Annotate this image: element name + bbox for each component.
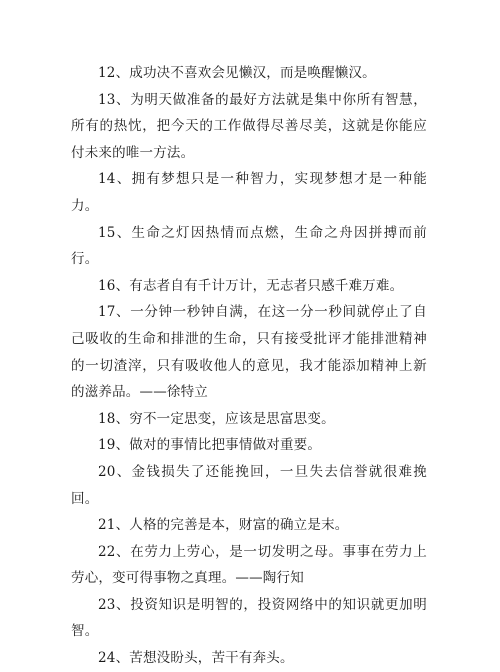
quote-19: 19、做对的事情比把事情做对重要。 [98, 437, 322, 454]
quote-24: 24、苦想没盼头，苦干有奔头。 [98, 650, 294, 667]
quote-20: 20、金钱损失了还能挽回，一旦失去信誉就很难挽回。 [71, 463, 427, 507]
quote-16: 16、有志者自有千计万计，无志者只感千难万难。 [98, 277, 404, 294]
quote-15: 15、生命之灯因热情而点燃，生命之舟因拼搏而前行。 [71, 224, 427, 268]
quote-21: 21、人格的完善是本，财富的确立是末。 [98, 517, 349, 534]
quote-17: 17、一分钟一秒钟自满，在这一分一秒间就停止了自己吸收的生命和排泄的生命，只有接受批评才能排泄精神的一切渣滓，只有吸收他人的意见，我才能添加精神上新的滋养品。——徐特立 [71, 304, 427, 401]
document-body [71, 60, 427, 672]
quote-13: 13、为明天做准备的最好方法就是集中你所有智慧，所有的热忱，把今天的工作做得尽善尽美，这就是你能应付未来的唯一方法。 [71, 91, 427, 161]
quote-14: 14、拥有梦想只是一种智力，实现梦想才是一种能力。 [71, 171, 427, 214]
quote-22: 22、在劳力上劳心，是一切发明之母。事事在劳力上劳心，变可得事物之真理。——陶行知 [71, 543, 427, 587]
quote-18: 18、穷不一定思变，应该是思富思变。 [98, 410, 335, 427]
quote-23: 23、投资知识是明智的，投资网络中的知识就更加明智。 [71, 596, 427, 640]
quote-12: 12、成功决不喜欢会见懒汉，而是唤醒懒汉。 [98, 65, 376, 81]
